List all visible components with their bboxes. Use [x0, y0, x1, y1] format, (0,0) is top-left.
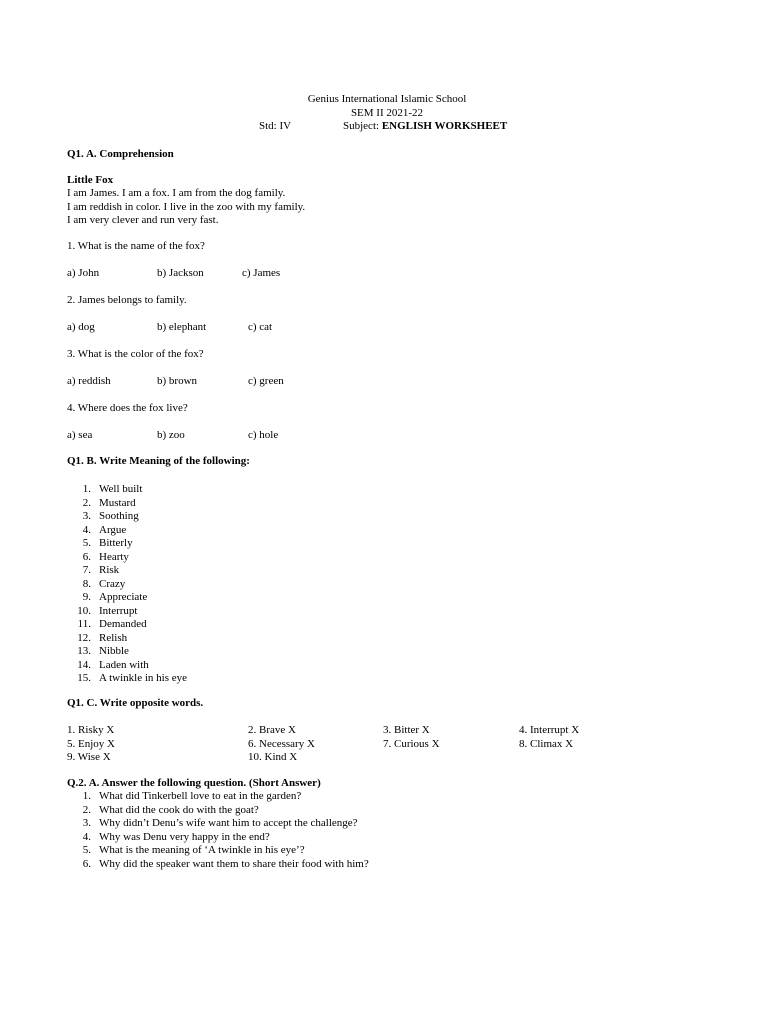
q1b-heading: Q1. B. Write Meaning of the following:	[67, 455, 250, 467]
item-number: 4.	[82, 523, 91, 536]
list-item	[67, 672, 187, 686]
item-number: 1.	[82, 790, 91, 802]
option-a: a) John	[67, 267, 100, 279]
item-text: Risk	[99, 564, 120, 576]
list-item	[67, 483, 187, 497]
item-text: Demanded	[99, 618, 147, 630]
list-item	[67, 591, 187, 605]
opposite-word: 3. Bitter X	[383, 724, 430, 736]
item-text: A twinkle in his eye	[99, 672, 187, 684]
opposite-word: 1. Risky X	[67, 724, 115, 736]
school-name: Genius International Islamic School	[307, 93, 467, 105]
question-list	[67, 790, 369, 871]
opposite-word: 2. Brave X	[248, 724, 296, 736]
question: 4. Where does the fox live?	[67, 402, 188, 414]
story-line: I am James. I am a fox. I am from the dog family.	[67, 187, 286, 199]
opposite-word: 7. Curious X	[383, 738, 440, 750]
story-line: I am reddish in color. I live in the zoo with my family.	[67, 201, 306, 213]
list-item	[67, 510, 187, 524]
list-item	[67, 632, 187, 646]
item-number: 4.	[82, 830, 91, 843]
item-text: Argue	[99, 523, 127, 536]
list-item	[67, 858, 369, 872]
question: 1. What is the name of the fox?	[67, 240, 205, 252]
option-a: a) reddish	[67, 375, 111, 387]
item-text: Crazy	[99, 577, 126, 590]
item-number: 2.	[82, 803, 91, 816]
item-text: What did Tinkerbell love to eat in the garden?	[99, 790, 302, 802]
option-a: a) dog	[67, 321, 95, 333]
option-b: b) Jackson	[157, 267, 204, 279]
item-number: 11.	[77, 618, 91, 630]
list-item	[67, 817, 369, 831]
list-item	[67, 578, 187, 592]
opposite-word: 6. Necessary X	[248, 738, 315, 750]
q1a-heading: Q1. A. Comprehension	[67, 148, 174, 160]
item-number: 13.	[77, 645, 91, 657]
item-number: 9.	[82, 591, 91, 603]
item-number: 5.	[82, 537, 91, 549]
item-number: 1.	[82, 483, 91, 495]
list-item	[67, 659, 187, 673]
option-c: c) hole	[248, 429, 279, 441]
item-text: Mustard	[99, 496, 136, 509]
item-number: 12.	[77, 631, 91, 644]
item-number: 5.	[82, 844, 91, 856]
item-text: Bitterly	[99, 537, 133, 549]
item-text: Interrupt	[99, 604, 138, 617]
item-text: Hearty	[99, 550, 129, 563]
list-item	[67, 790, 369, 804]
item-text: Why didn’t Denu’s wife want him to accept the challenge?	[99, 817, 358, 829]
question: 3. What is the color of the fox?	[67, 348, 204, 360]
item-text: Why was Denu very happy in the end?	[99, 830, 270, 843]
question: 2. James belongs to family.	[67, 294, 187, 306]
item-number: 10.	[77, 604, 91, 617]
subject-line	[343, 120, 507, 134]
list-item	[67, 524, 187, 538]
list-item	[67, 844, 369, 858]
list-item	[67, 618, 187, 632]
option-a: a) sea	[67, 429, 93, 441]
list-item	[67, 537, 187, 551]
option-c: c) cat	[248, 321, 273, 333]
item-number: 7.	[82, 564, 91, 576]
list-item	[67, 564, 187, 578]
option-b: b) brown	[157, 375, 198, 387]
item-text: Laden with	[99, 658, 149, 671]
item-text: Why did the speaker want them to share their food with him?	[99, 857, 369, 870]
option-c: c) green	[248, 375, 284, 387]
item-number: 14.	[77, 658, 91, 671]
item-text: Well built	[99, 483, 143, 495]
opposite-word: 5. Enjoy X	[67, 738, 115, 750]
item-number: 2.	[82, 496, 91, 509]
item-number: 6.	[82, 550, 91, 563]
option-b: b) elephant	[157, 321, 207, 333]
item-text: Appreciate	[99, 591, 148, 603]
q1c-heading: Q1. C. Write opposite words.	[67, 697, 204, 709]
opposite-word: 9. Wise X	[67, 751, 111, 763]
item-number: 3.	[82, 817, 91, 829]
item-number: 3.	[82, 510, 91, 522]
option-b: b) zoo	[157, 429, 185, 441]
subject-label: Subject:	[343, 120, 380, 132]
opposite-word: 8. Climax X	[519, 738, 574, 750]
list-item	[67, 551, 187, 565]
item-text: Nibble	[99, 645, 129, 657]
list-item	[67, 645, 187, 659]
item-text: What is the meaning of ‘A twinkle in his eye’?	[99, 844, 305, 856]
item-number: 15.	[77, 672, 91, 684]
subject-value: ENGLISH WORKSHEET	[381, 120, 508, 132]
option-c: c) James	[242, 267, 281, 279]
list-item	[67, 804, 369, 818]
q2a-heading: Q.2. A. Answer the following question. (Short Answer)	[67, 777, 321, 789]
standard: Std: IV	[259, 120, 292, 132]
list-item	[67, 497, 187, 511]
item-text: Soothing	[99, 510, 139, 522]
opposite-word: 10. Kind X	[248, 751, 298, 763]
list-item	[67, 831, 369, 845]
item-number: 6.	[82, 857, 91, 870]
story-line: I am very clever and run very fast.	[67, 214, 219, 226]
opposite-word: 4. Interrupt X	[519, 724, 580, 736]
item-number: 8.	[82, 577, 91, 590]
list-item	[67, 605, 187, 619]
story-title: Little Fox	[67, 174, 114, 186]
semester: SEM II 2021-22	[350, 107, 424, 119]
item-text: What did the cook do with the goat?	[99, 803, 259, 816]
item-text: Relish	[99, 631, 128, 644]
meaning-list	[67, 483, 187, 686]
